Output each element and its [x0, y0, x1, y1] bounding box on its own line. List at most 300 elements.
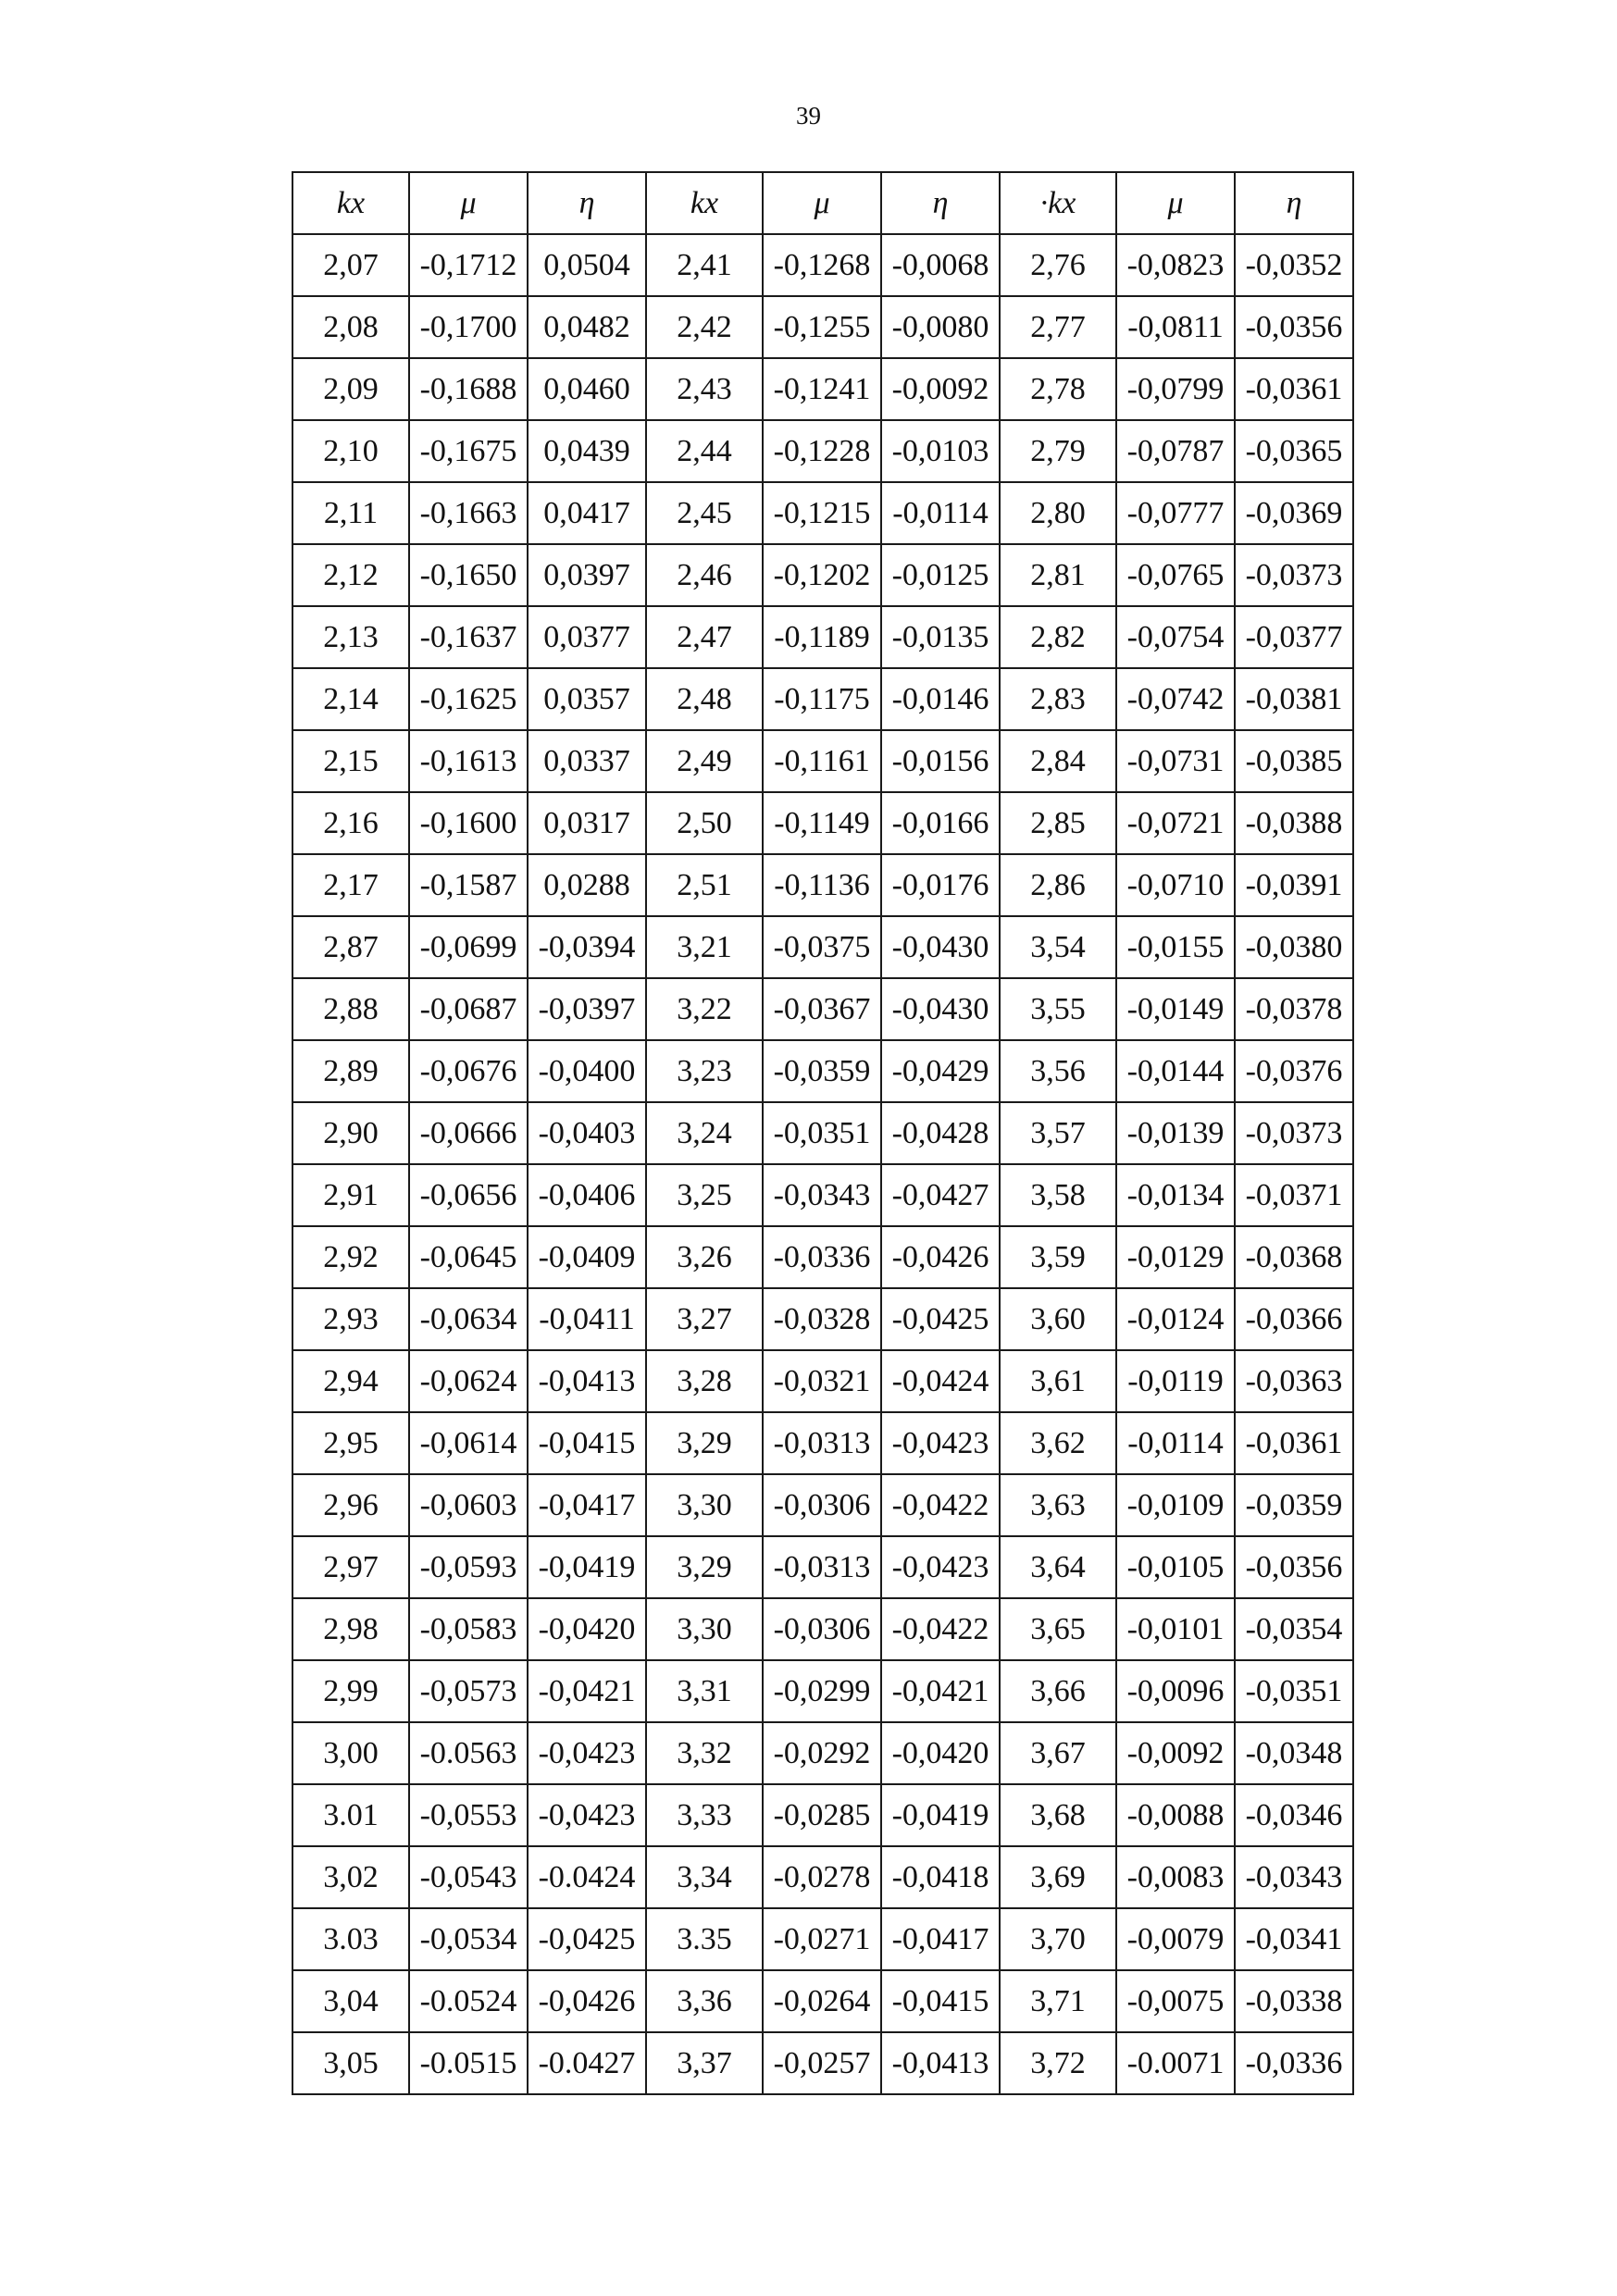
cell-mu: -0,0593: [409, 1536, 528, 1598]
values-table: [292, 171, 1354, 2095]
cell-mu: -0,0777: [1116, 482, 1235, 544]
cell-eta: -0,0423: [528, 1722, 646, 1784]
cell-mu: -0,0676: [409, 1040, 528, 1102]
cell-mu: -0,0614: [409, 1412, 528, 1474]
cell-eta: -0,0411: [528, 1288, 646, 1350]
cell-kx: 2,88: [292, 978, 409, 1040]
header-kx: kx: [292, 172, 409, 234]
cell-mu: -0,0105: [1116, 1536, 1235, 1598]
cell-eta: -0,0406: [528, 1164, 646, 1226]
cell-eta: -0,0363: [1235, 1350, 1353, 1412]
cell-mu: -0,0367: [763, 978, 881, 1040]
cell-kx: 3,60: [1000, 1288, 1116, 1350]
cell-mu: -0,0583: [409, 1598, 528, 1660]
cell-kx: 3,36: [646, 1970, 763, 2032]
cell-kx: 3,04: [292, 1970, 409, 2032]
cell-mu: -0,0083: [1116, 1846, 1235, 1908]
cell-eta: -0,0417: [528, 1474, 646, 1536]
cell-eta: -0,0371: [1235, 1164, 1353, 1226]
cell-mu: -0,0144: [1116, 1040, 1235, 1102]
cell-kx: 2,47: [646, 606, 763, 668]
cell-eta: -0,0403: [528, 1102, 646, 1164]
cell-kx: 2,86: [1000, 854, 1116, 916]
table-header-row: [292, 172, 1353, 234]
cell-mu: -0,1268: [763, 234, 881, 296]
cell-eta: -0,0413: [881, 2032, 1000, 2094]
cell-mu: -0,0313: [763, 1536, 881, 1598]
cell-mu: -0,0721: [1116, 792, 1235, 854]
table-row: [292, 1908, 1353, 1970]
cell-kx: 2,98: [292, 1598, 409, 1660]
cell-kx: 3,21: [646, 916, 763, 978]
cell-kx: 2,97: [292, 1536, 409, 1598]
cell-eta: -0,0415: [528, 1412, 646, 1474]
cell-eta: -0.0424: [528, 1846, 646, 1908]
cell-mu: -0,0624: [409, 1350, 528, 1412]
cell-kx: 3,24: [646, 1102, 763, 1164]
cell-mu: -0,1255: [763, 296, 881, 358]
cell-kx: 3,62: [1000, 1412, 1116, 1474]
cell-mu: -0,0811: [1116, 296, 1235, 358]
cell-mu: -0,0101: [1116, 1598, 1235, 1660]
cell-eta: 0,0417: [528, 482, 646, 544]
cell-eta: -0,0068: [881, 234, 1000, 296]
table-row: [292, 544, 1353, 606]
cell-eta: -0,0114: [881, 482, 1000, 544]
cell-eta: -0,0103: [881, 420, 1000, 482]
table-row: [292, 2032, 1353, 2094]
cell-mu: -0,1712: [409, 234, 528, 296]
cell-mu: -0,0359: [763, 1040, 881, 1102]
cell-mu: -0,0742: [1116, 668, 1235, 730]
cell-eta: -0,0361: [1235, 1412, 1353, 1474]
cell-eta: -0,0351: [1235, 1660, 1353, 1722]
cell-mu: -0,1161: [763, 730, 881, 792]
header-mu: μ: [409, 172, 528, 234]
cell-eta: -0,0125: [881, 544, 1000, 606]
cell-kx: 2,42: [646, 296, 763, 358]
cell-eta: -0,0428: [881, 1102, 1000, 1164]
cell-mu: -0,0124: [1116, 1288, 1235, 1350]
cell-mu: -0,0092: [1116, 1722, 1235, 1784]
cell-kx: 3,30: [646, 1474, 763, 1536]
cell-eta: -0,0423: [881, 1536, 1000, 1598]
cell-mu: -0,0129: [1116, 1226, 1235, 1288]
cell-eta: -0,0426: [528, 1970, 646, 2032]
table-row: [292, 1660, 1353, 1722]
cell-kx: 2,77: [1000, 296, 1116, 358]
cell-mu: -0,0375: [763, 916, 881, 978]
cell-eta: -0.0427: [528, 2032, 646, 2094]
cell-kx: 3,70: [1000, 1908, 1116, 1970]
cell-kx: 3,56: [1000, 1040, 1116, 1102]
cell-kx: 3,33: [646, 1784, 763, 1846]
cell-mu: -0,0351: [763, 1102, 881, 1164]
cell-kx: 2,14: [292, 668, 409, 730]
cell-kx: 2,91: [292, 1164, 409, 1226]
cell-eta: -0,0080: [881, 296, 1000, 358]
cell-eta: -0,0092: [881, 358, 1000, 420]
cell-eta: -0,0419: [881, 1784, 1000, 1846]
header-eta: η: [881, 172, 1000, 234]
table-row: [292, 482, 1353, 544]
cell-kx: 2,81: [1000, 544, 1116, 606]
cell-eta: -0,0361: [1235, 358, 1353, 420]
cell-eta: -0,0365: [1235, 420, 1353, 482]
cell-kx: 2,07: [292, 234, 409, 296]
cell-mu: -0,0299: [763, 1660, 881, 1722]
cell-mu: -0,0149: [1116, 978, 1235, 1040]
cell-eta: -0,0391: [1235, 854, 1353, 916]
cell-mu: -0,1215: [763, 482, 881, 544]
cell-eta: -0,0400: [528, 1040, 646, 1102]
cell-kx: 2,43: [646, 358, 763, 420]
cell-kx: 3,28: [646, 1350, 763, 1412]
cell-eta: 0,0397: [528, 544, 646, 606]
cell-eta: 0,0288: [528, 854, 646, 916]
cell-mu: -0,0139: [1116, 1102, 1235, 1164]
cell-mu: -0,0285: [763, 1784, 881, 1846]
table-row: [292, 296, 1353, 358]
cell-mu: -0,0306: [763, 1474, 881, 1536]
cell-eta: 0,0337: [528, 730, 646, 792]
cell-mu: -0,1700: [409, 296, 528, 358]
cell-eta: 0,0460: [528, 358, 646, 420]
table-row: [292, 1846, 1353, 1908]
cell-mu: -0,0292: [763, 1722, 881, 1784]
cell-kx: 2,93: [292, 1288, 409, 1350]
cell-kx: 2,90: [292, 1102, 409, 1164]
cell-mu: -0,0075: [1116, 1970, 1235, 2032]
table-body: [292, 234, 1353, 2094]
cell-eta: -0,0378: [1235, 978, 1353, 1040]
page-number: 39: [796, 102, 821, 130]
cell-kx: 3,66: [1000, 1660, 1116, 1722]
cell-eta: -0,0366: [1235, 1288, 1353, 1350]
cell-kx: 3,58: [1000, 1164, 1116, 1226]
cell-kx: 3,67: [1000, 1722, 1116, 1784]
cell-kx: 3,29: [646, 1412, 763, 1474]
cell-kx: 3,22: [646, 978, 763, 1040]
cell-kx: 2,83: [1000, 668, 1116, 730]
cell-mu: -0,1241: [763, 358, 881, 420]
cell-mu: -0,1189: [763, 606, 881, 668]
cell-eta: -0,0135: [881, 606, 1000, 668]
header-eta: η: [528, 172, 646, 234]
cell-kx: 2,16: [292, 792, 409, 854]
cell-mu: -0,1688: [409, 358, 528, 420]
cell-mu: -0,1625: [409, 668, 528, 730]
cell-mu: -0,1613: [409, 730, 528, 792]
cell-eta: -0,0419: [528, 1536, 646, 1598]
cell-eta: -0,0429: [881, 1040, 1000, 1102]
cell-eta: -0,0359: [1235, 1474, 1353, 1536]
cell-kx: 3,64: [1000, 1536, 1116, 1598]
cell-mu: -0,1587: [409, 854, 528, 916]
cell-mu: -0,1175: [763, 668, 881, 730]
cell-mu: -0,1663: [409, 482, 528, 544]
cell-kx: 3,57: [1000, 1102, 1116, 1164]
cell-eta: -0,0346: [1235, 1784, 1353, 1846]
cell-eta: -0,0425: [881, 1288, 1000, 1350]
cell-kx: 3,63: [1000, 1474, 1116, 1536]
cell-kx: 2,51: [646, 854, 763, 916]
header-mu: μ: [763, 172, 881, 234]
cell-kx: 3,69: [1000, 1846, 1116, 1908]
cell-mu: -0,0573: [409, 1660, 528, 1722]
cell-kx: 2,44: [646, 420, 763, 482]
cell-eta: -0,0423: [528, 1784, 646, 1846]
cell-eta: -0,0166: [881, 792, 1000, 854]
cell-mu: -0,0264: [763, 1970, 881, 2032]
cell-kx: 3,29: [646, 1536, 763, 1598]
cell-eta: -0,0430: [881, 978, 1000, 1040]
cell-kx: 2,85: [1000, 792, 1116, 854]
cell-kx: 2,49: [646, 730, 763, 792]
cell-eta: -0,0381: [1235, 668, 1353, 730]
cell-kx: 3,26: [646, 1226, 763, 1288]
cell-eta: -0,0424: [881, 1350, 1000, 1412]
cell-kx: 3.03: [292, 1908, 409, 1970]
cell-mu: -0,1637: [409, 606, 528, 668]
cell-kx: 2,96: [292, 1474, 409, 1536]
cell-eta: -0,0354: [1235, 1598, 1353, 1660]
cell-eta: -0,0356: [1235, 1536, 1353, 1598]
cell-mu: -0,0088: [1116, 1784, 1235, 1846]
cell-eta: -0,0377: [1235, 606, 1353, 668]
table-row: [292, 1722, 1353, 1784]
cell-eta: -0,0385: [1235, 730, 1353, 792]
cell-kx: 3,27: [646, 1288, 763, 1350]
cell-mu: -0,0634: [409, 1288, 528, 1350]
cell-eta: 0,0482: [528, 296, 646, 358]
cell-eta: -0,0373: [1235, 544, 1353, 606]
cell-eta: -0,0418: [881, 1846, 1000, 1908]
table-row: [292, 1784, 1353, 1846]
cell-eta: -0,0417: [881, 1908, 1000, 1970]
cell-kx: 2,46: [646, 544, 763, 606]
cell-eta: -0,0338: [1235, 1970, 1353, 2032]
cell-eta: -0,0397: [528, 978, 646, 1040]
cell-kx: 2,82: [1000, 606, 1116, 668]
table-row: [292, 916, 1353, 978]
cell-kx: 3,68: [1000, 1784, 1116, 1846]
table-row: [292, 1288, 1353, 1350]
cell-kx: 2,92: [292, 1226, 409, 1288]
cell-mu: -0.0071: [1116, 2032, 1235, 2094]
cell-mu: -0,0603: [409, 1474, 528, 1536]
cell-eta: -0,0356: [1235, 296, 1353, 358]
cell-kx: 2,99: [292, 1660, 409, 1722]
header-mu: μ: [1116, 172, 1235, 234]
table-row: [292, 1226, 1353, 1288]
cell-eta: -0,0409: [528, 1226, 646, 1288]
cell-eta: 0,0439: [528, 420, 646, 482]
cell-eta: 0,0377: [528, 606, 646, 668]
cell-kx: 3,59: [1000, 1226, 1116, 1288]
table-row: [292, 1164, 1353, 1226]
cell-mu: -0,0096: [1116, 1660, 1235, 1722]
cell-kx: 3,23: [646, 1040, 763, 1102]
cell-mu: -0,0823: [1116, 234, 1235, 296]
cell-eta: -0,0423: [881, 1412, 1000, 1474]
cell-mu: -0,0710: [1116, 854, 1235, 916]
cell-eta: -0,0427: [881, 1164, 1000, 1226]
cell-mu: -0,1650: [409, 544, 528, 606]
table-row: [292, 420, 1353, 482]
cell-mu: -0,0109: [1116, 1474, 1235, 1536]
cell-kx: 3,65: [1000, 1598, 1116, 1660]
cell-kx: 3,55: [1000, 978, 1116, 1040]
cell-kx: 2,45: [646, 482, 763, 544]
cell-eta: -0,0430: [881, 916, 1000, 978]
cell-eta: -0,0369: [1235, 482, 1353, 544]
cell-kx: 2,17: [292, 854, 409, 916]
cell-kx: 3,54: [1000, 916, 1116, 978]
table-row: [292, 1040, 1353, 1102]
cell-eta: -0,0420: [881, 1722, 1000, 1784]
table-row: [292, 1474, 1353, 1536]
cell-eta: -0,0348: [1235, 1722, 1353, 1784]
cell-kx: 3,37: [646, 2032, 763, 2094]
cell-mu: -0,0119: [1116, 1350, 1235, 1412]
cell-kx: 3,05: [292, 2032, 409, 2094]
cell-mu: -0,0731: [1116, 730, 1235, 792]
cell-kx: 3,72: [1000, 2032, 1116, 2094]
cell-mu: -0,1149: [763, 792, 881, 854]
table-row: [292, 1412, 1353, 1474]
cell-kx: 2,80: [1000, 482, 1116, 544]
table-row: [292, 1598, 1353, 1660]
header-kx: ·kx: [1000, 172, 1116, 234]
cell-mu: -0,0336: [763, 1226, 881, 1288]
cell-kx: 2,41: [646, 234, 763, 296]
cell-mu: -0,0079: [1116, 1908, 1235, 1970]
table-row: [292, 730, 1353, 792]
cell-mu: -0,0114: [1116, 1412, 1235, 1474]
cell-kx: 2,09: [292, 358, 409, 420]
cell-eta: -0,0388: [1235, 792, 1353, 854]
cell-eta: -0,0341: [1235, 1908, 1353, 1970]
cell-kx: 2,95: [292, 1412, 409, 1474]
table-row: [292, 1102, 1353, 1164]
table-row: [292, 978, 1353, 1040]
cell-eta: -0,0394: [528, 916, 646, 978]
cell-eta: -0,0422: [881, 1474, 1000, 1536]
cell-eta: -0,0422: [881, 1598, 1000, 1660]
cell-mu: -0,0134: [1116, 1164, 1235, 1226]
cell-kx: 2,78: [1000, 358, 1116, 420]
cell-kx: 3,31: [646, 1660, 763, 1722]
table-row: [292, 1350, 1353, 1412]
cell-kx: 2,84: [1000, 730, 1116, 792]
cell-mu: -0,0553: [409, 1784, 528, 1846]
cell-kx: 3.01: [292, 1784, 409, 1846]
cell-eta: -0,0376: [1235, 1040, 1353, 1102]
cell-mu: -0,0306: [763, 1598, 881, 1660]
cell-mu: -0,0257: [763, 2032, 881, 2094]
cell-mu: -0,0343: [763, 1164, 881, 1226]
cell-kx: 3,25: [646, 1164, 763, 1226]
cell-mu: -0,0765: [1116, 544, 1235, 606]
cell-kx: 2,76: [1000, 234, 1116, 296]
cell-kx: 2,79: [1000, 420, 1116, 482]
cell-eta: -0,0420: [528, 1598, 646, 1660]
cell-eta: -0,0176: [881, 854, 1000, 916]
cell-mu: -0,0278: [763, 1846, 881, 1908]
cell-mu: -0,0799: [1116, 358, 1235, 420]
cell-eta: -0,0368: [1235, 1226, 1353, 1288]
cell-mu: -0,0699: [409, 916, 528, 978]
table-row: [292, 358, 1353, 420]
cell-mu: -0.0563: [409, 1722, 528, 1784]
cell-mu: -0,0687: [409, 978, 528, 1040]
cell-eta: -0,0421: [528, 1660, 646, 1722]
cell-eta: -0,0156: [881, 730, 1000, 792]
cell-eta: -0,0146: [881, 668, 1000, 730]
cell-kx: 2,94: [292, 1350, 409, 1412]
cell-mu: -0,0754: [1116, 606, 1235, 668]
cell-mu: -0,0313: [763, 1412, 881, 1474]
cell-kx: 3,00: [292, 1722, 409, 1784]
cell-eta: -0,0421: [881, 1660, 1000, 1722]
cell-eta: -0,0413: [528, 1350, 646, 1412]
cell-eta: -0,0415: [881, 1970, 1000, 2032]
cell-kx: 2,50: [646, 792, 763, 854]
cell-mu: -0,1202: [763, 544, 881, 606]
cell-mu: -0,1136: [763, 854, 881, 916]
cell-eta: 0,0317: [528, 792, 646, 854]
table-row: [292, 668, 1353, 730]
table-row: [292, 792, 1353, 854]
cell-mu: -0,0534: [409, 1908, 528, 1970]
cell-kx: 3,02: [292, 1846, 409, 1908]
cell-eta: -0,0380: [1235, 916, 1353, 978]
cell-mu: -0,1600: [409, 792, 528, 854]
cell-kx: 3.35: [646, 1908, 763, 1970]
table-row: [292, 1970, 1353, 2032]
cell-eta: 0,0357: [528, 668, 646, 730]
cell-mu: -0,0543: [409, 1846, 528, 1908]
cell-kx: 3,71: [1000, 1970, 1116, 2032]
table-row: [292, 234, 1353, 296]
cell-kx: 2,48: [646, 668, 763, 730]
cell-eta: -0,0425: [528, 1908, 646, 1970]
cell-kx: 2,15: [292, 730, 409, 792]
cell-mu: -0,0271: [763, 1908, 881, 1970]
cell-mu: -0,0321: [763, 1350, 881, 1412]
cell-mu: -0,0666: [409, 1102, 528, 1164]
cell-eta: -0,0373: [1235, 1102, 1353, 1164]
cell-kx: 2,13: [292, 606, 409, 668]
cell-kx: 3,32: [646, 1722, 763, 1784]
table-row: [292, 1536, 1353, 1598]
cell-kx: 3,34: [646, 1846, 763, 1908]
cell-kx: 3,61: [1000, 1350, 1116, 1412]
cell-kx: 2,87: [292, 916, 409, 978]
cell-kx: 3,30: [646, 1598, 763, 1660]
cell-kx: 2,11: [292, 482, 409, 544]
cell-mu: -0,0787: [1116, 420, 1235, 482]
cell-eta: 0,0504: [528, 234, 646, 296]
cell-mu: -0.0515: [409, 2032, 528, 2094]
cell-kx: 2,12: [292, 544, 409, 606]
cell-kx: 2,08: [292, 296, 409, 358]
cell-mu: -0.0524: [409, 1970, 528, 2032]
cell-mu: -0,0328: [763, 1288, 881, 1350]
cell-mu: -0,1228: [763, 420, 881, 482]
cell-mu: -0,0656: [409, 1164, 528, 1226]
